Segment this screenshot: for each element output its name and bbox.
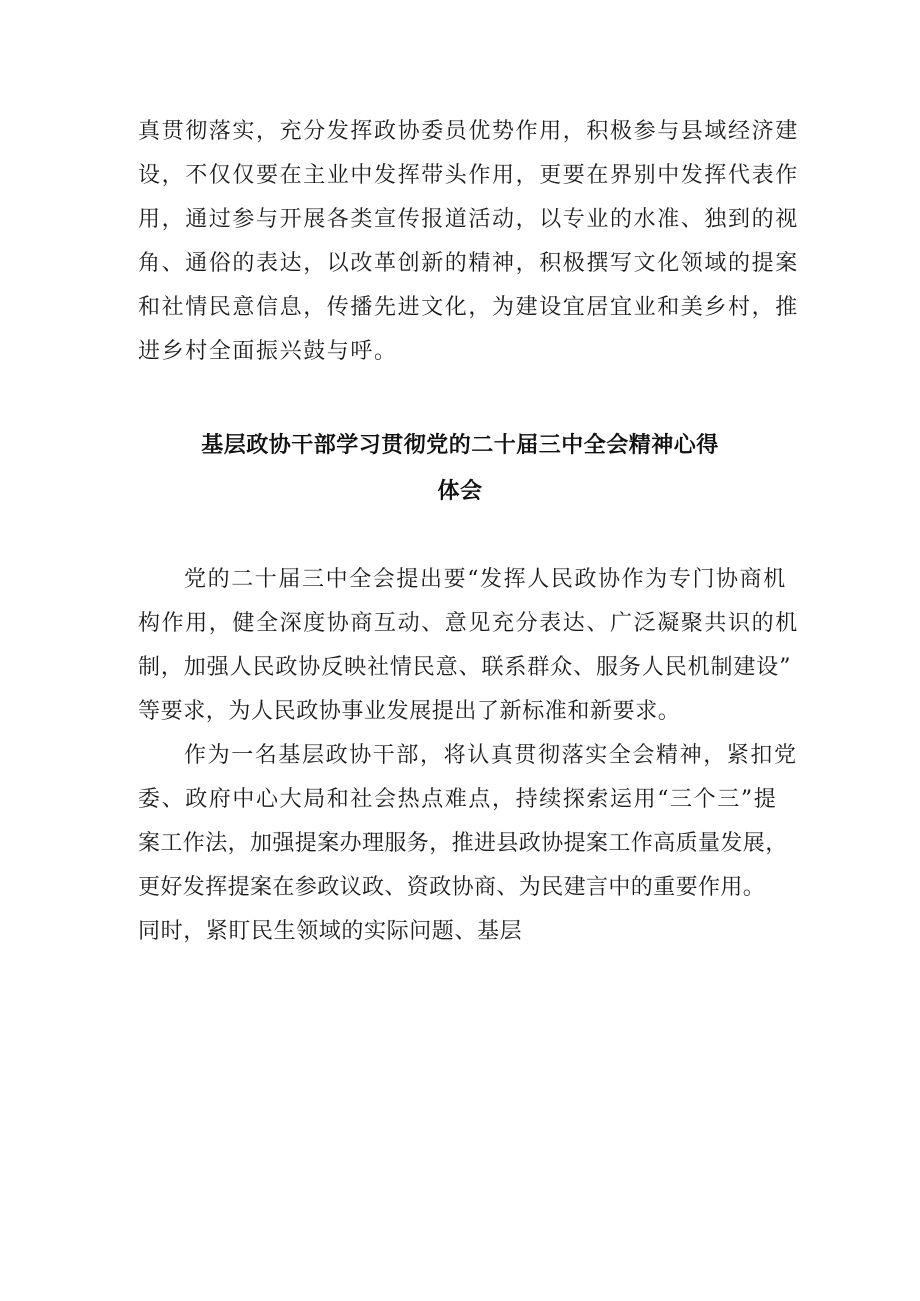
body-text-line: 案工作法，加强提案办理服务，推进县政协提案工作高质量发展， <box>138 831 788 856</box>
body-text-line: 更好发挥提案在参政议政、资政协商、为民建言中的重要作用。 <box>138 875 766 900</box>
paragraph-first-line: 作为一名基层政协干部，将认真贯彻落实全会精神，紧扣党 <box>184 743 798 768</box>
document-title-continued: 体会 <box>437 479 483 504</box>
body-text-line: 等要求，为人民政协事业发展提出了新标准和新要求。 <box>138 699 681 724</box>
body-text-line: 同时，紧盯民生领域的实际问题、基层 <box>138 919 523 944</box>
body-text-line: 设，不仅仅要在主业中发挥带头作用，更要在界别中发挥代表作 <box>138 163 799 188</box>
body-text-line: 委、政府中心大局和社会热点难点，持续探索运用“三个三”提 <box>138 787 778 812</box>
body-text-line: 进乡村全面振兴鼓与呼。 <box>138 339 398 364</box>
body-text-line: 真贯彻落实，充分发挥政协委员优势作用，积极参与县域经济建 <box>138 119 799 144</box>
body-text-line: 制，加强人民政协反映社情民意、联系群众、服务人民机制建设” <box>138 655 792 680</box>
body-text-line: 和社情民意信息，传播先进文化，为建设宜居宜业和美乡村，推 <box>138 295 799 320</box>
body-text-line: 用，通过参与开展各类宣传报道活动，以专业的水准、独到的视 <box>138 207 799 232</box>
body-text-line: 角、通俗的表达，以改革创新的精神，积极撰写文化领域的提案 <box>138 251 799 276</box>
document-title: 基层政协干部学习贯彻党的二十届三中全会精神心得 <box>201 433 719 458</box>
paragraph-first-line: 党的二十届三中全会提出要“发挥人民政协作为专门协商机 <box>184 567 787 592</box>
body-text-line: 构作用，健全深度协商互动、意见充分表达、广泛凝聚共识的机 <box>138 611 799 636</box>
